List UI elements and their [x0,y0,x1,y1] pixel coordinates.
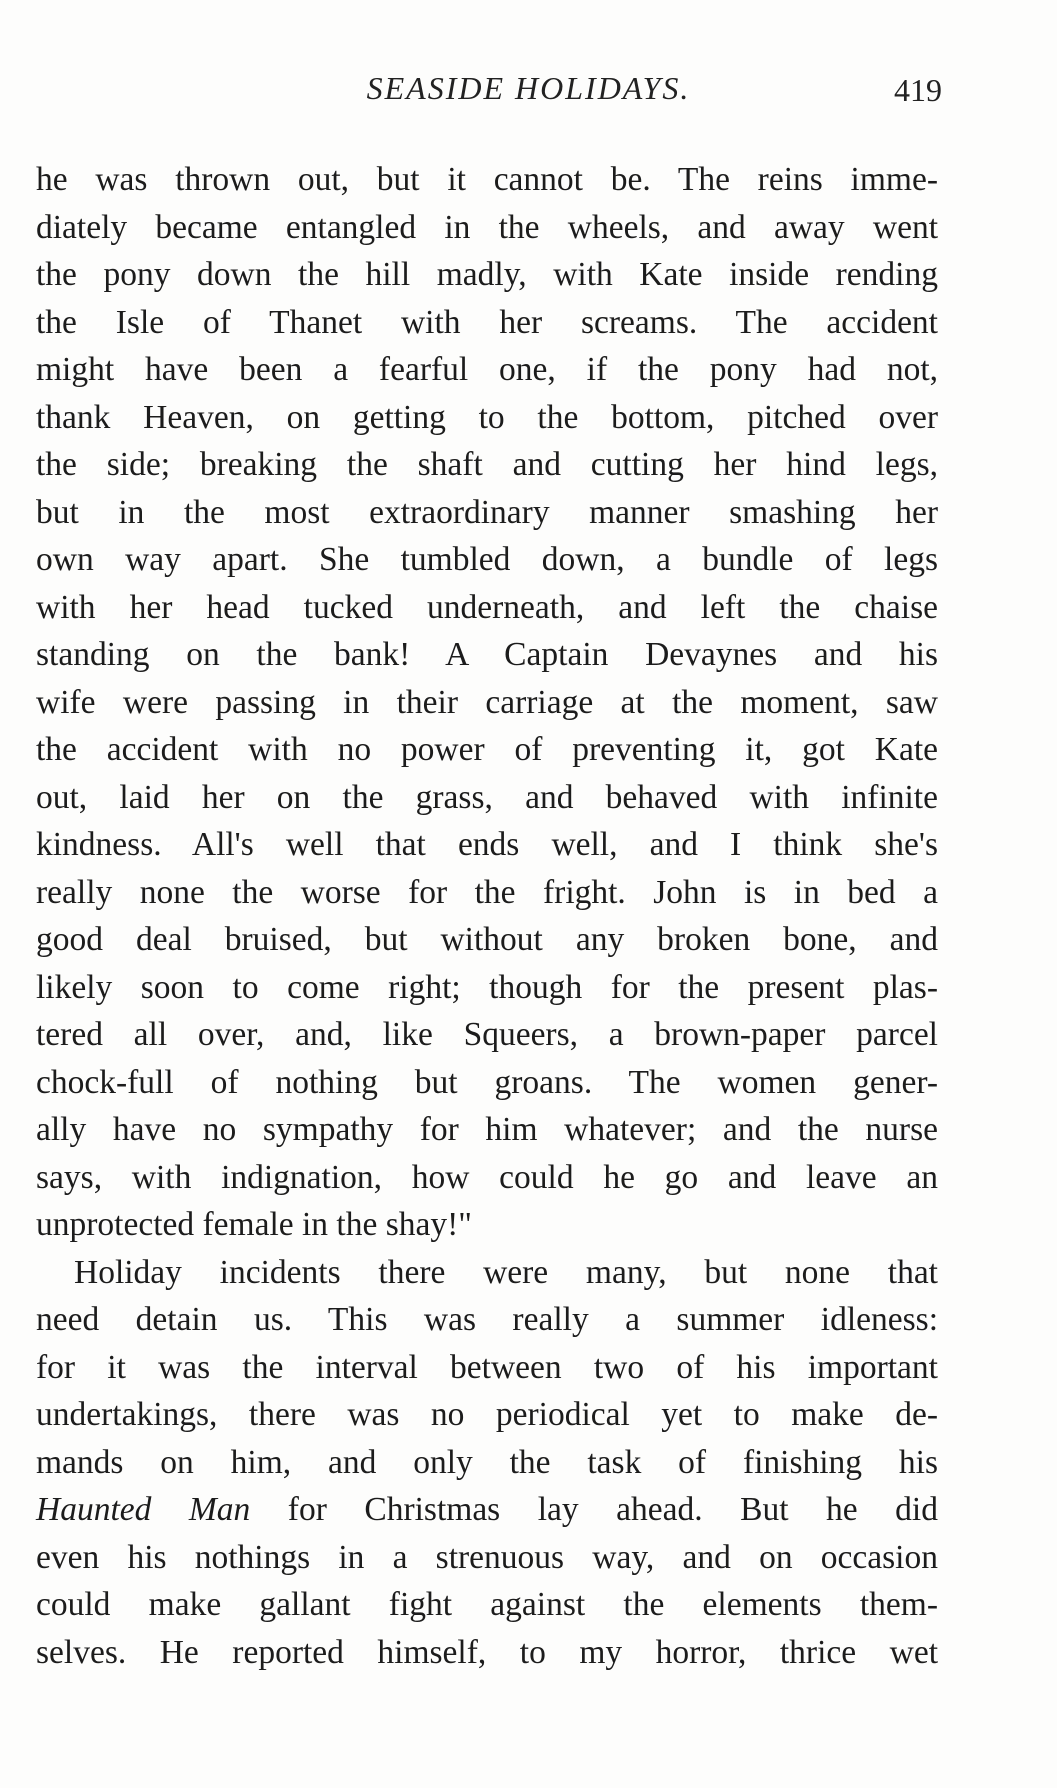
text-line: the accident with no power of preventing it, got Kate [36,731,938,768]
text-line: might have been a fearful one, if the pony had not, [36,351,938,388]
body-text [36,156,938,1676]
text-line: the pony down the hill madly, with Kate inside rending [36,256,938,293]
text-line: own way apart. She tumbled down, a bundle of legs [36,541,938,578]
text-line: tered all over, and, like Squeers, a brown-paper parcel [36,1016,938,1053]
text-line: he was thrown out, but it cannot be. The reins imme- [36,161,938,198]
text-line: the side; breaking the shaft and cutting her hind legs, [36,446,938,483]
text-line: diately became entangled in the wheels, and away went [36,208,938,246]
page-number: 419 [894,72,942,108]
text-line: could make gallant fight against the elements them- [36,1586,938,1623]
text-line: chock-full of nothing but groans. The women gener- [36,1063,938,1101]
text-line: the Isle of Thanet with her screams. The accident [36,303,938,341]
running-title: SEASIDE HOLIDAYS. [366,70,691,106]
text-line: but in the most extraordinary manner smashing her [36,493,938,531]
text-line: out, laid her on the grass, and behaved with infinite [36,778,938,816]
text-line: even his nothings in a strenuous way, and on occasion [36,1538,938,1576]
text-line: wife were passing in their carriage at the moment, saw [36,683,938,721]
paragraph-start-line: Holiday incidents there were many, but none that [74,1253,938,1291]
text-line: undertakings, there was no periodical yet to make de- [36,1396,938,1433]
book-title-italic: Haunted Man [36,1491,251,1528]
text-line: good deal bruised, but without any broken bone, and [36,921,938,958]
text-line: selves. He reported himself, to my horror, thrice wet [36,1633,938,1671]
text-line: really none the worse for the fright. John is in bed a [36,873,938,911]
text-line: mands on him, and only the task of finishing his [36,1443,938,1481]
text-line: need detain us. This was really a summer idleness: [36,1301,938,1338]
text-line: with her head tucked underneath, and left the chaise [36,588,938,626]
text-line-rest: for Christmas lay ahead. But he did [250,1491,938,1528]
text-line: kindness. All's well that ends well, and I think she's [36,826,938,863]
text-line: says, with indignation, how could he go and leave an [36,1158,938,1196]
running-head [0,70,1057,120]
text-line: likely soon to come right; though for the present plas- [36,968,938,1006]
text-line: thank Heaven, on getting to the bottom, pitched over [36,398,938,436]
text-line: standing on the bank! A Captain Devaynes and his [36,636,938,673]
paragraph-end-line: unprotected female in the shay!" [36,1206,472,1243]
text-line: ally have no sympathy for him whatever; and the nurse [36,1111,938,1148]
text-line-with-title [36,1486,938,1534]
text-line: for it was the interval between two of his important [36,1348,938,1386]
